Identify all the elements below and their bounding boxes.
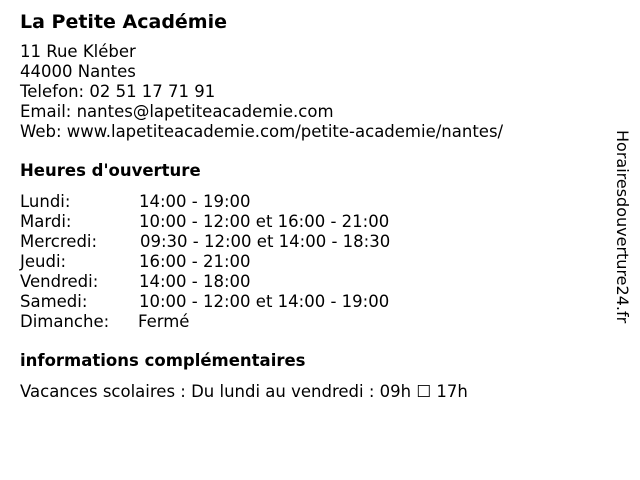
hours-row-sunday — [20, 312, 600, 332]
hours-row-monday — [20, 192, 600, 212]
time-value: 10:00 - 12:00 et 14:00 - 19:00 — [139, 292, 390, 311]
time-value: 14:00 - 19:00 — [139, 192, 251, 211]
hours-row-saturday — [20, 292, 600, 312]
day-label: Mardi: — [20, 212, 72, 231]
additional-info-heading: informations complémentaires — [20, 351, 306, 370]
address-city: 44000 Nantes — [20, 62, 136, 81]
hours-row-tuesday — [20, 212, 600, 232]
time-value: 16:00 - 21:00 — [139, 252, 251, 271]
opening-hours-heading: Heures d'ouverture — [20, 161, 201, 180]
time-value: 14:00 - 18:00 — [139, 272, 251, 291]
business-card — [20, 8, 600, 402]
business-name: La Petite Académie — [20, 11, 228, 33]
time-value: 10:00 - 12:00 et 16:00 - 21:00 — [139, 212, 390, 231]
hours-row-thursday — [20, 252, 600, 272]
address-street: 11 Rue Kléber — [20, 42, 136, 61]
time-value: Fermé — [138, 312, 190, 331]
additional-info-text: Vacances scolaires : Du lundi au vendredi : 09h ☐ 17h — [20, 382, 468, 401]
hours-row-friday — [20, 272, 600, 292]
email-line: Email: nantes@lapetiteacademie.com — [20, 102, 334, 121]
day-label: Vendredi: — [20, 272, 99, 291]
hours-row-wednesday — [20, 232, 600, 252]
website-line: Web: www.lapetiteacademie.com/petite-academie/nantes/ — [20, 122, 504, 141]
opening-hours-table — [20, 192, 600, 332]
day-label: Jeudi: — [20, 252, 67, 271]
phone-line: Telefon: 02 51 17 71 91 — [20, 82, 216, 101]
day-label: Mercredi: — [20, 232, 98, 251]
time-value: 09:30 - 12:00 et 14:00 - 18:30 — [140, 232, 391, 251]
site-watermark: Horairesdouverture24.fr — [613, 130, 632, 324]
day-label: Dimanche: — [20, 312, 110, 331]
day-label: Samedi: — [20, 292, 88, 311]
day-label: Lundi: — [20, 192, 71, 211]
